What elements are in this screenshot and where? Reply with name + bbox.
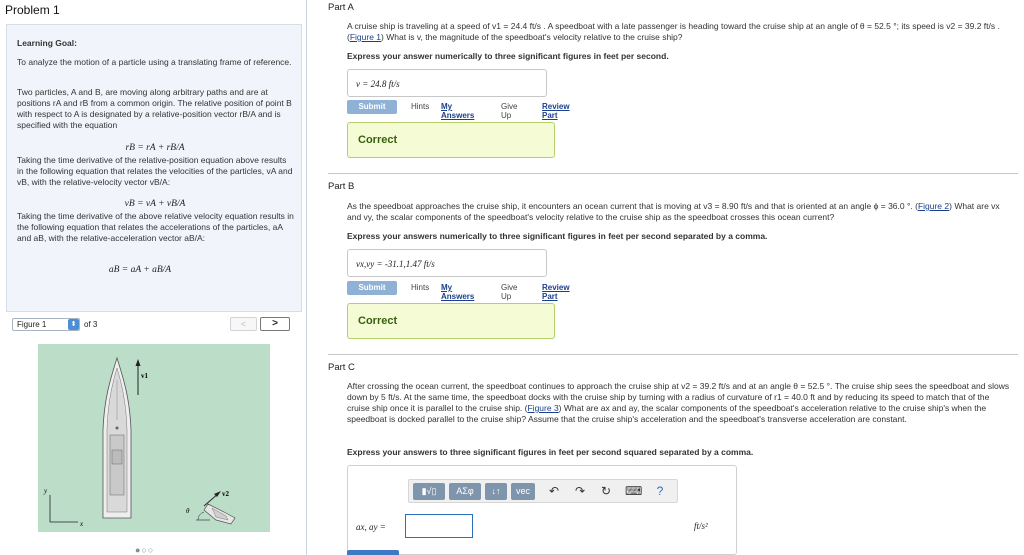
part-b-answer: vx,vy = -31.1,1.47 ft/s (356, 259, 435, 269)
equation-velocity: vB = vA + vB/A (124, 199, 186, 209)
part-b-instruction: Express your answers numerically to three significant figures in feet per second separated by a comma. (347, 231, 768, 241)
figure-count-label: of 3 (84, 320, 98, 329)
part-b-my-answers-link[interactable]: My Answers (441, 283, 475, 301)
part-c-text-1: After crossing the ocean current, the speedboat continues to approach the cruise ship at v2 = 39.2 ft/s and at an angle θ = 52.5 °. The cruise ship sees the speedboat and slows down by 5 ft/s. At the same time, the speedboat docks with the cruise ship by turning with a radius of curvature of r1 = 40.0 ft and by reducing its speed to match that of the cruise ship once it is parallel to the cruise ship. ( (347, 381, 1010, 413)
part-a-question (347, 21, 1012, 43)
speedboat (186, 504, 235, 524)
part-b-text-1: As the speedboat approaches the cruise ship, it encounters an ocean current that is moving at v3 = 8.90 ft/s and that is oriented at an angle ϕ = 36.0 °. ( (347, 201, 918, 211)
part-a-feedback (347, 122, 555, 158)
vector-button[interactable]: vec (511, 483, 535, 500)
part-a-give-up-link[interactable]: Give Up (501, 102, 518, 120)
learning-goal-heading: Learning Goal: (17, 38, 77, 48)
part-c-unit: ft/s² (694, 521, 708, 531)
problem-title: Problem 1 (5, 3, 60, 17)
learning-goal-text: To analyze the motion of a particle using a translating frame of reference. (17, 57, 292, 67)
greek-symbols-button[interactable]: ΑΣφ (449, 483, 481, 500)
part-a-answer-box (347, 69, 547, 97)
part-a-submit-button[interactable]: Submit (347, 100, 397, 114)
part-a-text-1: A cruise ship is traveling at a speed of v1 = 24.4 ft/s . A speedboat with a late passenger is heading toward the cruise ship at an angle of θ = 52.5 °; its speed is v2 = 39.2 ft/s . ( (347, 21, 1000, 42)
part-c-input-label: ax, ay = (356, 522, 386, 532)
cruise-ship (103, 358, 131, 518)
keyboard-icon[interactable]: ⌨ (625, 484, 643, 498)
part-c-submit-button[interactable] (347, 550, 399, 555)
part-c-text-2: ) What are ax and ay, the scalar components of the speedboat's acceleration relative to the cruise ship's when the speedboat is docked parallel to the cruise ship? Assume that the cruise ship's acceleration and the speedboat's transverse acceleration are constant. (347, 403, 987, 424)
reset-icon[interactable]: ↻ (600, 484, 612, 498)
v2-label: v2 (222, 490, 229, 498)
learning-goal-panel (6, 24, 302, 312)
part-b-answer-box (347, 249, 547, 277)
intro-paragraph-acceleration: Taking the time derivative of the above relative velocity equation results in the following equation that relates the accelerations of the particles, aA and aB, with the relative-acceleration vector aB/A: (17, 211, 294, 243)
part-a-my-answers-link[interactable]: My Answers (441, 102, 475, 120)
figure-2-link[interactable]: Figure 2 (917, 201, 950, 211)
left-panel (0, 0, 307, 555)
part-a-instruction: Express your answer numerically to three significant figures in feet per second. (347, 51, 669, 61)
part-a-answer: v = 24.8 ft/s (356, 79, 400, 89)
part-b-submit-button[interactable]: Submit (347, 281, 397, 295)
next-figure-button[interactable]: > (260, 317, 290, 331)
part-b-review-part-link[interactable]: Review Part (542, 283, 570, 301)
figure-1-link[interactable]: Figure 1 (349, 32, 382, 42)
redo-icon[interactable]: ↷ (574, 484, 586, 498)
part-c-label: Part C (328, 362, 355, 373)
v1-label: v1 (141, 372, 148, 380)
y-axis-label: y (44, 487, 48, 495)
chevron-down-icon: ⬍ (68, 319, 79, 330)
figure-page-dots: ●○○ (135, 545, 155, 555)
template-button[interactable]: ▮√▯ (413, 483, 445, 500)
divider (328, 354, 1018, 355)
part-a-hints-link[interactable]: Hints (411, 102, 430, 111)
math-editor-toolbar (408, 479, 678, 503)
part-a-correct-label: Correct (358, 134, 398, 146)
part-b-feedback (347, 303, 555, 339)
help-icon[interactable]: ? (656, 484, 664, 498)
undo-icon[interactable]: ↶ (548, 484, 560, 498)
divider (328, 173, 1018, 174)
equation-acceleration: aB = aA + aB/A (108, 265, 172, 275)
velocity-v1-arrow (136, 359, 149, 395)
theta-label: θ (186, 507, 190, 515)
figure-select[interactable] (12, 318, 80, 331)
intro-paragraph-position: Two particles, A and B, are moving along arbitrary paths and are at positions rA and rB from a common origin. The relative position of point B with respect to A is designated by a relative-position vector rB/A and is specified with the equation (17, 87, 292, 130)
part-b-question (347, 201, 1012, 223)
x-axis-label: x (80, 520, 84, 528)
figure-navigation (6, 316, 302, 332)
figure-select-value: Figure 1 (17, 320, 47, 329)
part-a-label: Part A (328, 2, 354, 13)
figure-3-link[interactable]: Figure 3 (527, 403, 559, 413)
figure-1-illustration (0, 340, 307, 540)
parts-panel (320, 0, 1020, 555)
intro-paragraph-velocity: Taking the time derivative of the relative-position equation above results in the following equation that relates the velocities of the particles, vA and vB, with the relative-velocity vector vB/A: (17, 155, 293, 187)
part-b-give-up-link[interactable]: Give Up (501, 283, 518, 301)
velocity-v2-arrow (204, 490, 230, 506)
part-b-correct-label: Correct (358, 315, 398, 327)
part-c-answer-input[interactable] (405, 514, 473, 538)
part-a-text-2: ) What is v, the magnitude of the speedboat's velocity relative to the cruise ship? (381, 32, 683, 42)
part-a-review-part-link[interactable]: Review Part (542, 102, 570, 120)
coordinate-axes (43, 487, 84, 528)
part-c-answer-area (347, 465, 737, 555)
previous-figure-button[interactable]: < (230, 317, 257, 331)
part-b-hints-link[interactable]: Hints (411, 283, 430, 292)
sort-icon[interactable]: ↓↑ (485, 483, 507, 500)
equation-position: rB = rA + rB/A (125, 143, 185, 153)
part-b-text-2: ) What are vx and vy, the scalar components of the speedboat's velocity relative to the cruise ship as the speedboat crosses this ocean current? (347, 201, 1000, 222)
part-b-label: Part B (328, 181, 355, 192)
part-c-instruction: Express your answers to three significant figures in feet per second squared separated by a comma. (347, 447, 754, 457)
part-c-question (347, 381, 1012, 425)
